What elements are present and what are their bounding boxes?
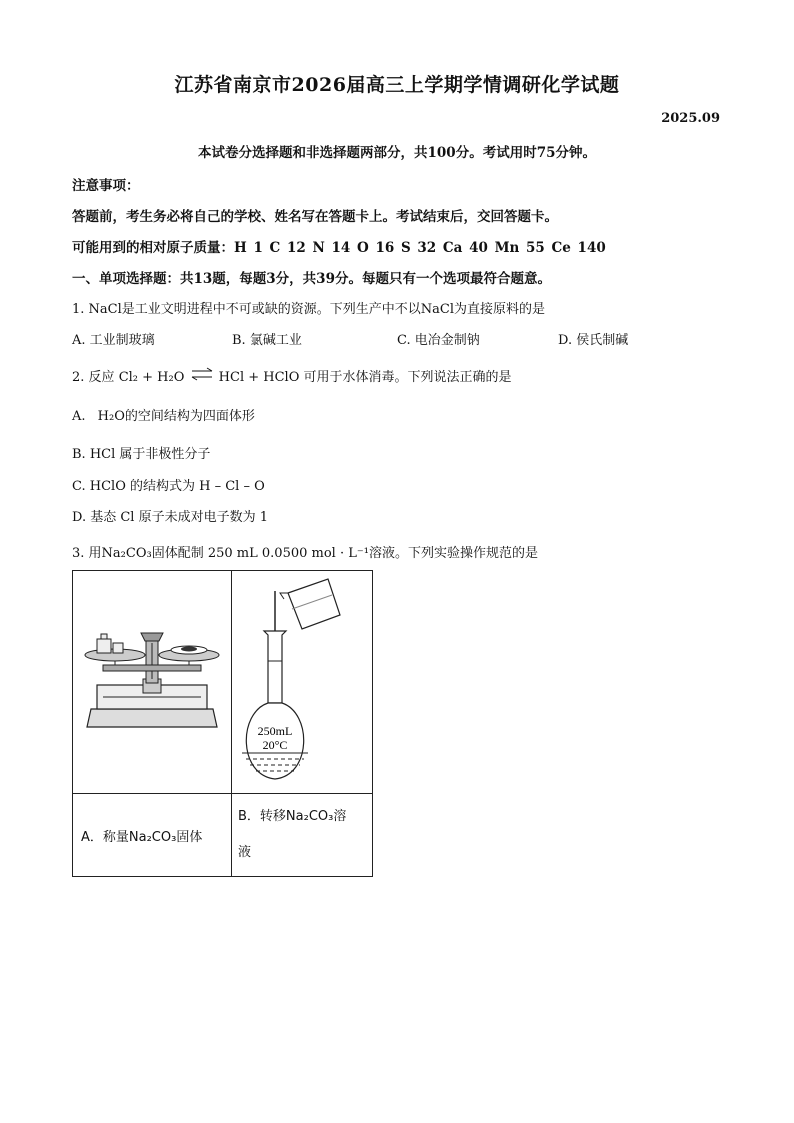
caption-a xyxy=(81,830,202,845)
experiment-table xyxy=(72,570,373,877)
caption-b-line2: 液 xyxy=(238,845,252,860)
question-2-option-b: B. HCl 属于非极性分子 xyxy=(72,447,211,462)
section-heading: 一、单项选择题：共13题，每题3分，共39分。每题只有一个选项最符合题意。 xyxy=(72,271,551,287)
question-2-option-c: C. HClO 的结构式为 H – Cl – O xyxy=(72,479,265,494)
question-2-suffix: 可用于水体消毒。下列说法正确的是 xyxy=(303,370,512,385)
question-2-option-d: D. 基态 Cl 原子未成对电子数为 1 xyxy=(72,510,268,525)
notice-heading: 注意事项： xyxy=(72,178,140,194)
notice-text: 答题前，考生务必将自己的学校、姓名写在答题卡上。考试结束后，交回答题卡。 xyxy=(72,209,558,225)
balance-cell xyxy=(73,571,232,794)
caption-b xyxy=(238,799,372,871)
question-3-prefix: 3. 用 xyxy=(72,546,102,561)
exam-date: 2025.09 xyxy=(661,111,720,126)
reaction-right: HCl + HClO xyxy=(218,370,300,385)
flask-temp-label: 20°C xyxy=(262,738,288,752)
page-title: 江苏省南京市2026届高三上学期学情调研化学试题 xyxy=(174,74,620,96)
question-1-stem: 1. NaCl是工业文明进程中不可或缺的资源。下列生产中不以NaCl为直接原料的是 xyxy=(72,302,545,317)
caption-b-prefix: B．转移 xyxy=(238,809,286,824)
caption-b-cell xyxy=(232,794,373,877)
question-2-stem xyxy=(72,366,512,385)
question-1-option-a: A. 工业制玻璃 xyxy=(72,333,155,348)
question-1-option-c: C. 电冶金制钠 xyxy=(397,333,480,348)
question-2-option-a xyxy=(72,405,255,424)
atomic-masses: 可能用到的相对原子质量：H 1 C 12 N 14 O 16 S 32 Ca 40 Mn 55 Ce 140 xyxy=(72,240,606,256)
question-1-option-b: B. 氯碱工业 xyxy=(232,333,302,348)
reversible-arrow-icon xyxy=(189,367,215,385)
question-3-suffix: 溶液。下列实验操作规范的是 xyxy=(368,546,538,561)
balance-icon xyxy=(73,571,231,789)
caption-b-suffix: 溶 xyxy=(333,809,347,824)
caption-a-suffix: 固体 xyxy=(176,829,203,845)
question-1-option-d: D. 侯氏制碱 xyxy=(558,333,629,348)
question-3-mid: 固体配制 xyxy=(151,546,204,561)
question-3-formula: Na₂CO₃ xyxy=(101,546,152,561)
exam-intro: 本试卷分选择题和非选择题两部分，共100分。考试用时75分钟。 xyxy=(198,145,596,161)
flask-cell xyxy=(232,571,373,794)
option-a-label: A. xyxy=(72,409,86,424)
option-a-text: 的空间结构为四面体形 xyxy=(124,409,255,424)
question-3-concentration: 250 mL 0.0500 mol · L⁻¹ xyxy=(207,546,369,561)
caption-a-cell xyxy=(73,794,232,877)
volumetric-flask-icon xyxy=(232,571,372,789)
flask-volume-label: 250mL xyxy=(257,724,293,738)
caption-a-prefix: A．称量 xyxy=(81,829,129,845)
question-2-prefix: 2. 反应 xyxy=(72,370,115,385)
option-a-formula: H₂O xyxy=(97,409,125,424)
caption-b-formula: Na₂CO₃ xyxy=(285,809,334,824)
caption-a-formula: Na₂CO₃ xyxy=(128,829,177,845)
reaction-left: Cl₂ + H₂O xyxy=(118,370,185,385)
question-3-stem xyxy=(72,542,538,561)
